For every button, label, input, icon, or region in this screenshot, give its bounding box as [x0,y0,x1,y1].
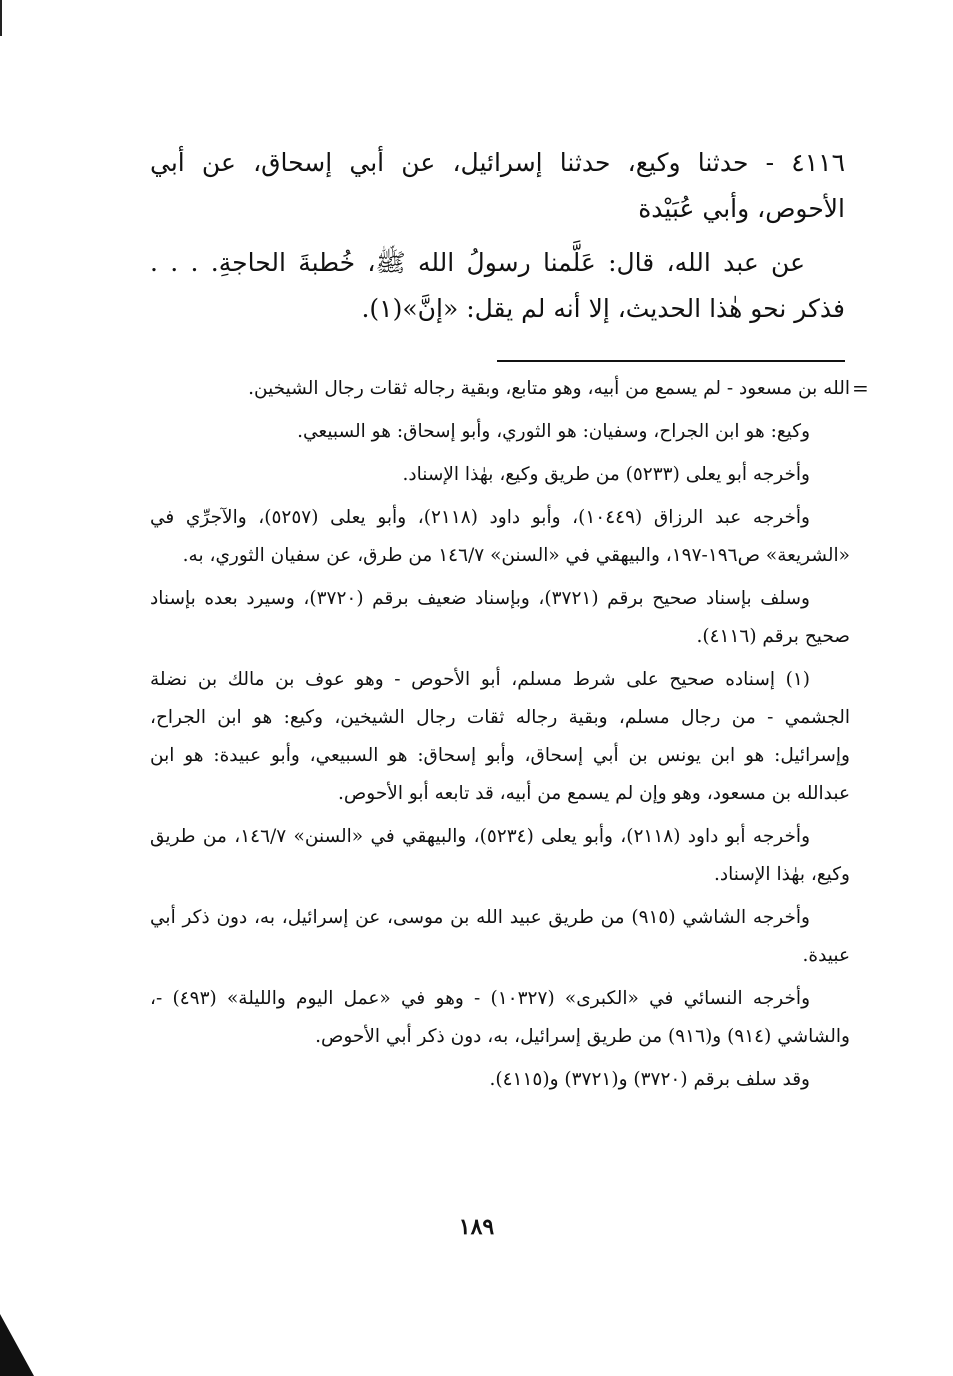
footnotes [150,370,850,1104]
footnote-paragraph: (١) إسناده صحيح على شرط مسلم، أبو الأحوص - وهو عوف بن مالك بن نضلة الجشمي - من رجال مسلم، وبقية رجاله ثقات رجال الشيخين، وكيع: هو ابن الجراح، وإسرائيل: هو ابن يونس بن أبي إسحاق، وأبو إسحاق: هو السبيعي، وأبو عبيدة: هو ابن عبدالله بن مسعود، وهو وإن لم يسمع من أبيه، قد تابعه أبو الأحوص. [150,669,850,804]
scan-edge-line [0,0,2,36]
footnote-paragraph: وأخرجه الشاشي (٩١٥) من طريق عبيد الله بن موسى، عن إسرائيل، به، دون ذكر أبي عبيدة. [150,907,850,966]
footnote-paragraph: وأخرجه عبد الرزاق (١٠٤٤٩)، وأبو داود (٢١١٨)، وأبو يعلى (٥٢٥٧)، والآجرِّي في «الشريعة» ص١٩٦-١٩٧، والبيهقي في «السنن» ١٤٦/٧ من طرق، عن سفيان الثوري، به. [150,507,850,566]
footnote-paragraph: وقد سلف برقم (٣٧٢٠) و(٣٧٢١) و(٤١١٥). [489,1069,810,1090]
footnote-paragraph: وأخرجه أبو داود (٢١١٨)، وأبو يعلى (٥٢٣٤)، والبيهقي في «السنن» ١٤٦/٧، من طريق وكيع، بهٰذا الإسناد. [150,826,850,885]
page-number: ١٨٩ [458,1214,495,1240]
footnote-paragraph: وأخرجه أبو يعلى (٥٢٣٣) من طريق وكيع، بهٰذا الإسناد. [402,464,810,485]
footnote-separator [497,360,845,362]
footnote-paragraph: الله بن مسعود - لم يسمع من أبيه، وهو متابع، وبقية رجاله ثقات رجال الشيخين. [248,378,850,399]
scan-corner-mark [0,1314,34,1376]
footnote-paragraph: وأخرجه النسائي في «الكبرى» (١٠٣٢٧) - وهو في «عمل اليوم والليلة» (٤٩٣) -، والشاشي (٩١٤) و(٩١٦) من طريق إسرائيل، به، دون ذكر أبي الأحوص. [150,988,850,1047]
footnote-paragraph: وكيع: هو ابن الجراح، وسفيان: هو الثوري، وأبو إسحاق: هو السبيعي. [297,421,810,442]
footnote-paragraph: وسلف بإسناد صحيح برقم (٣٧٢١)، وبإسناد ضعيف برقم (٣٧٢٠)، وسيرد بعده بإسناد صحيح برقم (٤١١٦). [150,588,850,647]
hadith-text: عن عبد الله، قال: عَلَّمنا رسولُ الله ﷺ، خُطبةَ الحاجةِ. . . . فذكر نحو هٰذا الحديث، إلا أنه لم يقل: «إنَّ»(١). [150,248,845,323]
hadith-heading: ٤١١٦ - حدثنا وكيع، حدثنا إسرائيل، عن أبي إسحاق، عن أبي الأحوص، وأبي عُبَيْدة [150,148,845,223]
footnote-continuation-marker: = [852,376,869,400]
